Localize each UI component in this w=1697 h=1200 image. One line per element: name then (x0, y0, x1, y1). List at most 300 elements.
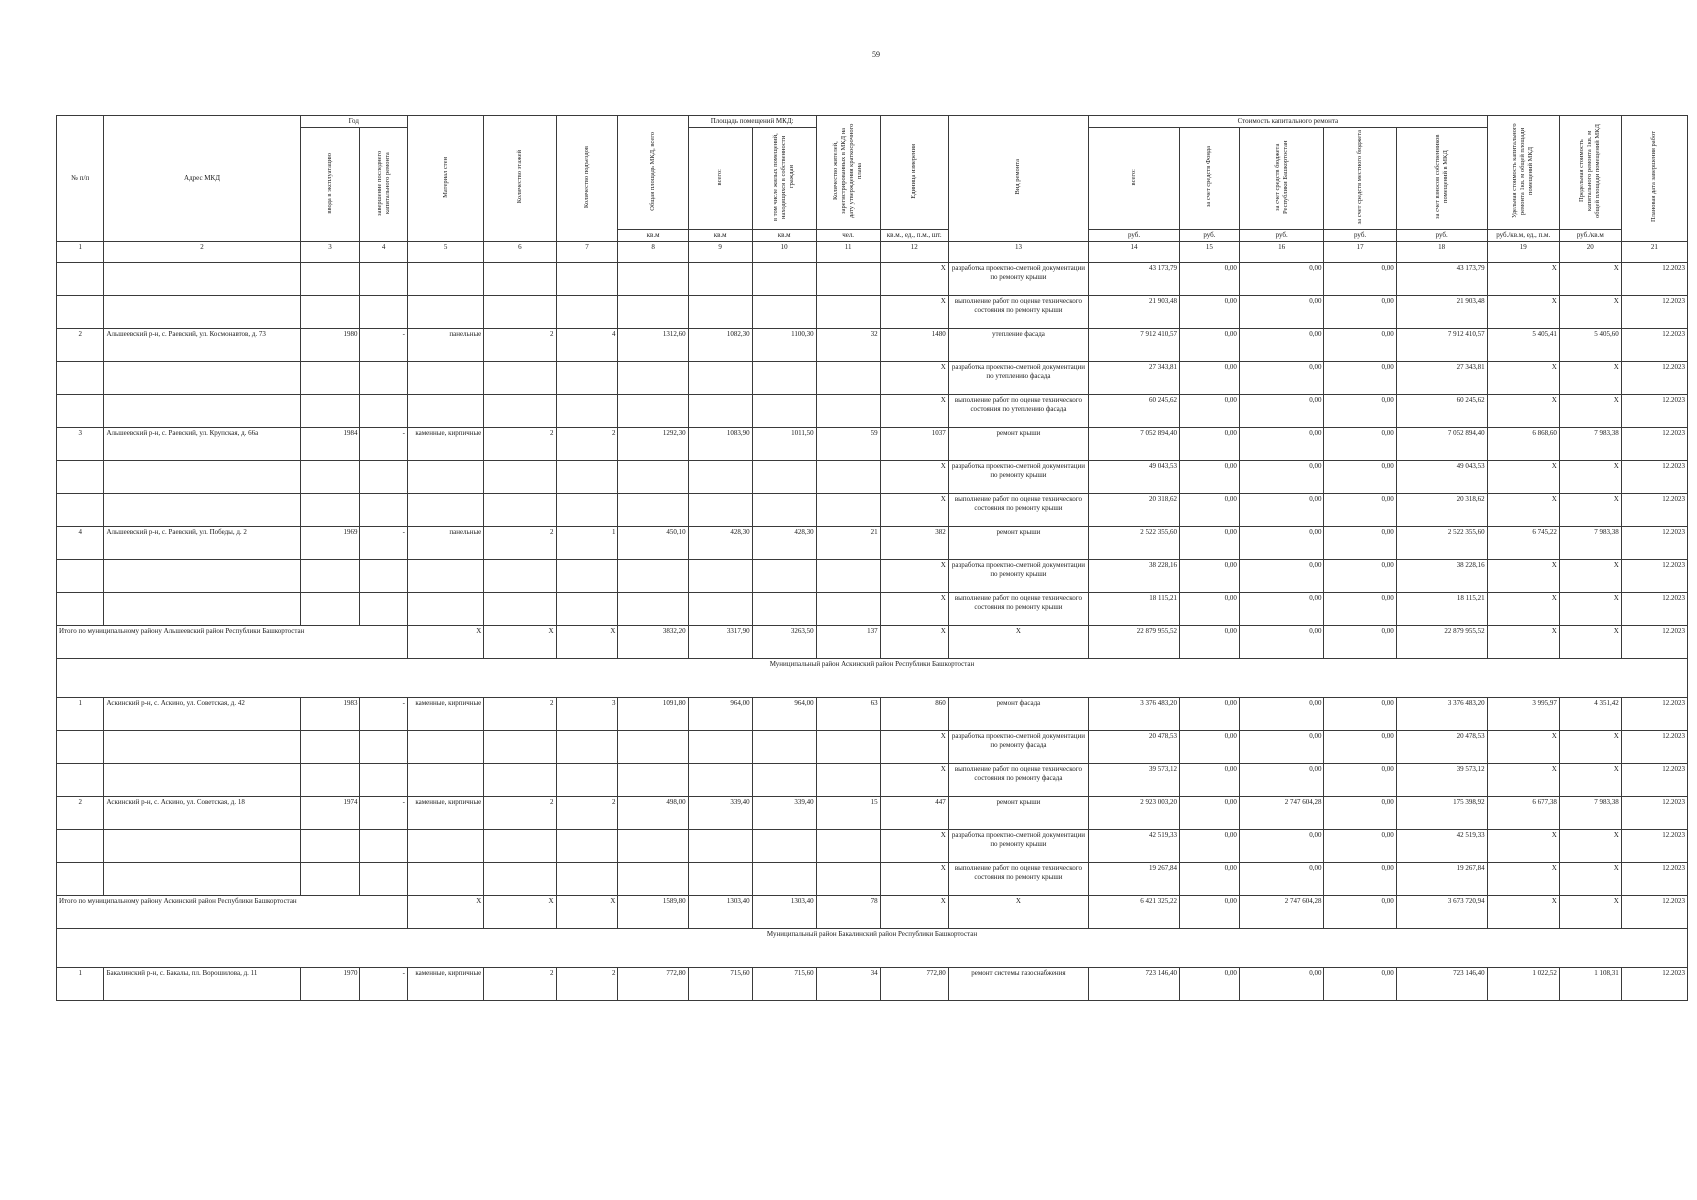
table-cell (618, 296, 688, 329)
table-cell (618, 362, 688, 395)
column-number: 19 (1487, 242, 1559, 263)
table-cell: 21 (816, 527, 880, 560)
repair-type-cell: утепление фасада (948, 329, 1088, 362)
table-cell: 1037 (880, 428, 948, 461)
repair-type-cell: ремонт крыши (948, 428, 1088, 461)
repair-type-cell: выполнение работ по оценке технического состояния по ремонту крыши (948, 296, 1088, 329)
table-cell: X (880, 263, 948, 296)
column-number: 12 (880, 242, 948, 263)
row-number (57, 593, 104, 626)
row-number (57, 731, 104, 764)
table-cell: 0,00 (1239, 593, 1324, 626)
table-cell: 12.2023 (1621, 731, 1687, 764)
table-cell (688, 263, 752, 296)
table-cell: 60 245,62 (1396, 395, 1487, 428)
table-cell (484, 461, 556, 494)
table-cell (300, 863, 360, 896)
address-cell: Альшеевский р-н, с. Раевский, ул. Победы, д. 2 (104, 527, 300, 560)
column-number: 13 (948, 242, 1088, 263)
table-row (57, 731, 1688, 764)
table-cell: X (1487, 494, 1559, 527)
table-cell: 12.2023 (1621, 362, 1687, 395)
table-cell: 860 (880, 698, 948, 731)
table-cell (816, 764, 880, 797)
table-cell: 7 983,38 (1559, 527, 1621, 560)
repair-type-cell: выполнение работ по оценке технического состояния по ремонту фасада (948, 764, 1088, 797)
table-cell: 6 677,38 (1487, 797, 1559, 830)
table-cell: 27 343,81 (1396, 362, 1487, 395)
header-year-built: ввода в эксплуатацию (300, 128, 360, 242)
table-cell: 1589,80 (618, 896, 688, 929)
table-cell (752, 764, 816, 797)
table-cell: 12.2023 (1621, 764, 1687, 797)
address-cell (104, 560, 300, 593)
table-cell: 428,30 (752, 527, 816, 560)
column-number: 6 (484, 242, 556, 263)
table-cell: 1312,60 (618, 329, 688, 362)
table-cell: 1984 (300, 428, 360, 461)
table-cell: 0,00 (1324, 593, 1396, 626)
table-cell: 7 052 894,40 (1396, 428, 1487, 461)
unit-cell: кв.м (688, 230, 752, 242)
table-cell: 498,00 (618, 797, 688, 830)
table-cell: 21 903,48 (1089, 296, 1180, 329)
table-cell: X (948, 626, 1088, 659)
table-row (57, 863, 1688, 896)
table-cell: X (1487, 626, 1559, 659)
row-number: 2 (57, 797, 104, 830)
row-number (57, 263, 104, 296)
table-cell: 0,00 (1324, 329, 1396, 362)
table-cell: 1011,50 (752, 428, 816, 461)
table-cell: 0,00 (1179, 626, 1239, 659)
table-cell (360, 764, 407, 797)
header-no: № п/п (57, 116, 104, 242)
table-cell: 7 052 894,40 (1089, 428, 1180, 461)
table-cell: X (1559, 296, 1621, 329)
table-cell: 339,40 (752, 797, 816, 830)
table-cell: 0,00 (1239, 560, 1324, 593)
table-cell: 0,00 (1324, 731, 1396, 764)
table-cell: 12.2023 (1621, 329, 1687, 362)
header-cost-local: за счет средств местного бюджета (1324, 128, 1396, 230)
table-cell (688, 764, 752, 797)
table-cell: X (880, 560, 948, 593)
table-row (57, 428, 1688, 461)
table-cell: 0,00 (1324, 797, 1396, 830)
table-cell: X (1559, 560, 1621, 593)
repair-type-cell: ремонт крыши (948, 527, 1088, 560)
table-cell: 1 108,31 (1559, 968, 1621, 1001)
table-cell: 20 318,62 (1089, 494, 1180, 527)
table-cell: панельные (407, 527, 483, 560)
unit-cell: руб. (1324, 230, 1396, 242)
table-cell: 137 (816, 626, 880, 659)
table-cell: 0,00 (1239, 863, 1324, 896)
table-cell (360, 494, 407, 527)
table-cell: 715,60 (688, 968, 752, 1001)
table-cell (484, 764, 556, 797)
unit-cell: кв.м (618, 230, 688, 242)
table-cell: 12.2023 (1621, 593, 1687, 626)
table-cell: 0,00 (1324, 428, 1396, 461)
table-cell: 2 (484, 698, 556, 731)
table-cell: 0,00 (1239, 968, 1324, 1001)
table-cell: 6 421 325,22 (1089, 896, 1180, 929)
column-number-row (57, 242, 1688, 263)
table-cell: X (1559, 263, 1621, 296)
table-cell: 2 (484, 428, 556, 461)
table-cell: 12.2023 (1621, 797, 1687, 830)
row-number (57, 560, 104, 593)
header-unit-of-measure: Единица измерения (880, 116, 948, 230)
unit-cell: руб./кв.м (1559, 230, 1621, 242)
table-cell: 39 573,12 (1396, 764, 1487, 797)
table-cell: X (1559, 830, 1621, 863)
address-cell (104, 863, 300, 896)
table-cell (407, 764, 483, 797)
table-cell (360, 263, 407, 296)
table-cell: X (1559, 494, 1621, 527)
table-cell (618, 731, 688, 764)
table-cell (484, 263, 556, 296)
table-cell: X (1559, 764, 1621, 797)
table-cell: X (1487, 560, 1559, 593)
table-cell (752, 395, 816, 428)
table-cell: панельные (407, 329, 483, 362)
table-cell: 12.2023 (1621, 968, 1687, 1001)
table-cell: 18 115,21 (1089, 593, 1180, 626)
repair-type-cell: ремонт фасада (948, 698, 1088, 731)
table-cell (407, 263, 483, 296)
table-cell (688, 461, 752, 494)
table-cell (816, 494, 880, 527)
table-cell: 63 (816, 698, 880, 731)
table-cell (300, 263, 360, 296)
section-row (57, 659, 1688, 698)
repair-type-cell: выполнение работ по оценке технического состояния по утеплению фасада (948, 395, 1088, 428)
address-cell (104, 731, 300, 764)
table-cell: X (880, 626, 948, 659)
table-cell (300, 461, 360, 494)
table-cell: 22 879 955,52 (1089, 626, 1180, 659)
header-unit-cost: Удельная стоимость капитального ремонта 1кв. м общей площади помещений МКД (1487, 116, 1559, 230)
table-cell: 2 747 604,28 (1239, 896, 1324, 929)
table-cell: X (948, 896, 1088, 929)
table-cell: 0,00 (1324, 362, 1396, 395)
table-cell: 0,00 (1239, 428, 1324, 461)
table-row (57, 830, 1688, 863)
table-cell: 4 (556, 329, 618, 362)
table-cell: 1303,40 (752, 896, 816, 929)
table-cell: 0,00 (1324, 863, 1396, 896)
table-cell (688, 731, 752, 764)
header-repair-type: Вид ремонта (948, 116, 1088, 242)
row-number (57, 764, 104, 797)
table-cell: X (1487, 395, 1559, 428)
table-cell: X (880, 461, 948, 494)
table-cell: 0,00 (1324, 461, 1396, 494)
header-cost-owners: за счет взносов собственников помещений в МКД (1396, 128, 1487, 230)
table-cell: 715,60 (752, 968, 816, 1001)
table-cell: 0,00 (1324, 395, 1396, 428)
table-cell: 12.2023 (1621, 626, 1687, 659)
table-cell: 12.2023 (1621, 560, 1687, 593)
column-number: 20 (1559, 242, 1621, 263)
table-cell (816, 560, 880, 593)
table-cell: 723 146,40 (1089, 968, 1180, 1001)
table-cell: 12.2023 (1621, 896, 1687, 929)
column-number: 17 (1324, 242, 1396, 263)
table-cell: 2 522 355,60 (1089, 527, 1180, 560)
table-cell: 0,00 (1239, 494, 1324, 527)
table-cell (300, 362, 360, 395)
unit-cell: кв.м (752, 230, 816, 242)
table-cell: 723 146,40 (1396, 968, 1487, 1001)
table-cell: 49 043,53 (1396, 461, 1487, 494)
table-cell: X (1559, 461, 1621, 494)
header-cost-fund: за счет средств Фонда (1179, 128, 1239, 230)
table-cell: 19 267,84 (1089, 863, 1180, 896)
table-cell: 2 747 604,28 (1239, 797, 1324, 830)
table-cell: 0,00 (1239, 395, 1324, 428)
row-number: 2 (57, 329, 104, 362)
address-cell (104, 593, 300, 626)
table-cell: 39 573,12 (1089, 764, 1180, 797)
table-cell: X (1487, 731, 1559, 764)
address-cell (104, 461, 300, 494)
table-cell: каменные, кирпичные (407, 428, 483, 461)
table-cell: 12.2023 (1621, 494, 1687, 527)
table-cell: 34 (816, 968, 880, 1001)
table-cell (618, 593, 688, 626)
table-cell (556, 395, 618, 428)
table-cell: 772,80 (880, 968, 948, 1001)
table-row (57, 395, 1688, 428)
table-cell (752, 461, 816, 494)
page-number: 59 (872, 50, 880, 59)
repair-type-cell: ремонт крыши (948, 797, 1088, 830)
column-number: 15 (1179, 242, 1239, 263)
table-cell: 12.2023 (1621, 263, 1687, 296)
repair-type-cell: разработка проектно-сметной документации по ремонту крыши (948, 560, 1088, 593)
table-cell: X (1487, 362, 1559, 395)
table-cell: X (484, 626, 556, 659)
total-row (57, 626, 1688, 659)
table-cell: 0,00 (1324, 896, 1396, 929)
header-premises-group: Площадь помещений МКД: (688, 116, 816, 128)
table-cell: 0,00 (1179, 461, 1239, 494)
table-cell (360, 863, 407, 896)
table-cell: X (556, 896, 618, 929)
table-row (57, 461, 1688, 494)
address-cell: Аскинский р-н, с. Аскино, ул. Советская, д. 42 (104, 698, 300, 731)
table-row (57, 296, 1688, 329)
table-cell (752, 863, 816, 896)
table-cell (407, 593, 483, 626)
table-cell (816, 830, 880, 863)
table-cell: 1980 (300, 329, 360, 362)
table-cell: 0,00 (1324, 527, 1396, 560)
unit-cell: руб. (1239, 230, 1324, 242)
table-cell: 20 478,53 (1089, 731, 1180, 764)
table-cell: 0,00 (1179, 896, 1239, 929)
table-cell (300, 593, 360, 626)
table-cell (484, 830, 556, 863)
table-cell: 1100,30 (752, 329, 816, 362)
table-cell (360, 362, 407, 395)
table-cell: - (360, 698, 407, 731)
table-cell: 20 318,62 (1396, 494, 1487, 527)
table-cell (752, 560, 816, 593)
table-cell: 0,00 (1179, 764, 1239, 797)
table-cell (407, 362, 483, 395)
table-cell: 0,00 (1324, 968, 1396, 1001)
table-cell: 1983 (300, 698, 360, 731)
column-number: 2 (104, 242, 300, 263)
table-cell: 0,00 (1179, 698, 1239, 731)
table-cell: 2 (556, 797, 618, 830)
table-cell (360, 830, 407, 863)
table-cell: X (1559, 863, 1621, 896)
table-cell: - (360, 527, 407, 560)
section-title: Муниципальный район Бакалинский район Республики Башкортостан (57, 929, 1688, 968)
table-cell: 3832,20 (618, 626, 688, 659)
table-cell (556, 296, 618, 329)
table-cell: 0,00 (1179, 395, 1239, 428)
table-cell: 0,00 (1179, 863, 1239, 896)
repair-type-cell: разработка проектно-сметной документации по ремонту крыши (948, 263, 1088, 296)
table-cell: 7 983,38 (1559, 797, 1621, 830)
table-cell (688, 830, 752, 863)
table-cell: 450,10 (618, 527, 688, 560)
table-cell: 2 (556, 968, 618, 1001)
table-cell (752, 593, 816, 626)
table-cell (816, 863, 880, 896)
table-cell: X (1559, 896, 1621, 929)
header-premises-residential: в том числе жилых помещений, находящихся в собственности граждан (752, 128, 816, 230)
table-cell (618, 560, 688, 593)
table-cell: 0,00 (1179, 494, 1239, 527)
table-cell: 1 (556, 527, 618, 560)
table-cell: 12.2023 (1621, 428, 1687, 461)
table-cell: 5 405,41 (1487, 329, 1559, 362)
row-number: 1 (57, 968, 104, 1001)
table-cell: 1480 (880, 329, 948, 362)
table-cell (556, 830, 618, 863)
table-cell: 0,00 (1324, 494, 1396, 527)
table-cell: 1 022,52 (1487, 968, 1559, 1001)
table-cell: 42 519,33 (1396, 830, 1487, 863)
total-label: Итого по муниципальному району Альшеевский район Республики Башкортостан (57, 626, 408, 659)
table-cell: X (1559, 362, 1621, 395)
table-cell (300, 830, 360, 863)
table-cell: 3 995,97 (1487, 698, 1559, 731)
table-cell: X (1487, 830, 1559, 863)
table-cell (688, 863, 752, 896)
repair-type-cell: ремонт системы газоснабжения (948, 968, 1088, 1001)
table-cell: 1970 (300, 968, 360, 1001)
table-cell (556, 263, 618, 296)
table-cell: 12.2023 (1621, 830, 1687, 863)
column-number: 1 (57, 242, 104, 263)
table-cell: 3263,50 (752, 626, 816, 659)
repair-type-cell: разработка проектно-сметной документации по ремонту крыши (948, 461, 1088, 494)
table-cell (556, 560, 618, 593)
table-cell: 0,00 (1179, 296, 1239, 329)
table-cell: 0,00 (1239, 329, 1324, 362)
table-cell: 59 (816, 428, 880, 461)
table-row (57, 560, 1688, 593)
header-address: Адрес МКД (104, 116, 300, 242)
table-cell: 964,00 (752, 698, 816, 731)
table-cell (688, 296, 752, 329)
table-cell (688, 395, 752, 428)
table-cell: 1091,80 (618, 698, 688, 731)
header-residents: Количество жителей, зарегистрированных в МКД на дату утверждения краткосрочного плана (816, 116, 880, 230)
table-cell: 12.2023 (1621, 527, 1687, 560)
section-row (57, 929, 1688, 968)
table-cell: 4 351,42 (1559, 698, 1621, 731)
table-cell: 38 228,16 (1089, 560, 1180, 593)
header-premises-total: всего: (688, 128, 752, 230)
table-cell (556, 593, 618, 626)
table-cell: X (1559, 395, 1621, 428)
table-row (57, 329, 1688, 362)
table-cell: 0,00 (1179, 797, 1239, 830)
table-cell (618, 263, 688, 296)
table-cell: 1303,40 (688, 896, 752, 929)
table-cell: 2 (484, 797, 556, 830)
table-cell: 18 115,21 (1396, 593, 1487, 626)
table-cell: 339,40 (688, 797, 752, 830)
table-cell: 20 478,53 (1396, 731, 1487, 764)
table-cell: 0,00 (1179, 428, 1239, 461)
table-cell (407, 461, 483, 494)
address-cell: Бакалинский р-н, с. Бакалы, пл. Ворошилова, д. 11 (104, 968, 300, 1001)
table-cell: - (360, 329, 407, 362)
table-cell: 0,00 (1324, 698, 1396, 731)
table-cell: X (880, 863, 948, 896)
table-cell: 1292,30 (618, 428, 688, 461)
table-cell (360, 461, 407, 494)
row-number (57, 863, 104, 896)
table-cell: X (1487, 764, 1559, 797)
table-cell: X (407, 896, 483, 929)
column-number: 3 (300, 242, 360, 263)
table-cell: 32 (816, 329, 880, 362)
table-cell: 0,00 (1239, 830, 1324, 863)
table-cell: 1083,90 (688, 428, 752, 461)
section-title: Муниципальный район Аскинский район Республики Башкортостан (57, 659, 1688, 698)
table-cell: X (1487, 896, 1559, 929)
table-cell: 5 405,60 (1559, 329, 1621, 362)
table-cell (816, 263, 880, 296)
column-number: 5 (407, 242, 483, 263)
table-cell (484, 395, 556, 428)
unit-cell: руб. (1089, 230, 1180, 242)
table-cell: X (880, 731, 948, 764)
table-cell: 0,00 (1324, 626, 1396, 659)
address-cell: Альшеевский р-н, с. Раевский, ул. Космонавтов, д. 73 (104, 329, 300, 362)
row-number (57, 830, 104, 863)
table-cell (407, 560, 483, 593)
row-number (57, 395, 104, 428)
repair-type-cell: разработка проектно-сметной документации по утеплению фасада (948, 362, 1088, 395)
table-cell: X (880, 830, 948, 863)
table-row (57, 698, 1688, 731)
table-cell: 382 (880, 527, 948, 560)
